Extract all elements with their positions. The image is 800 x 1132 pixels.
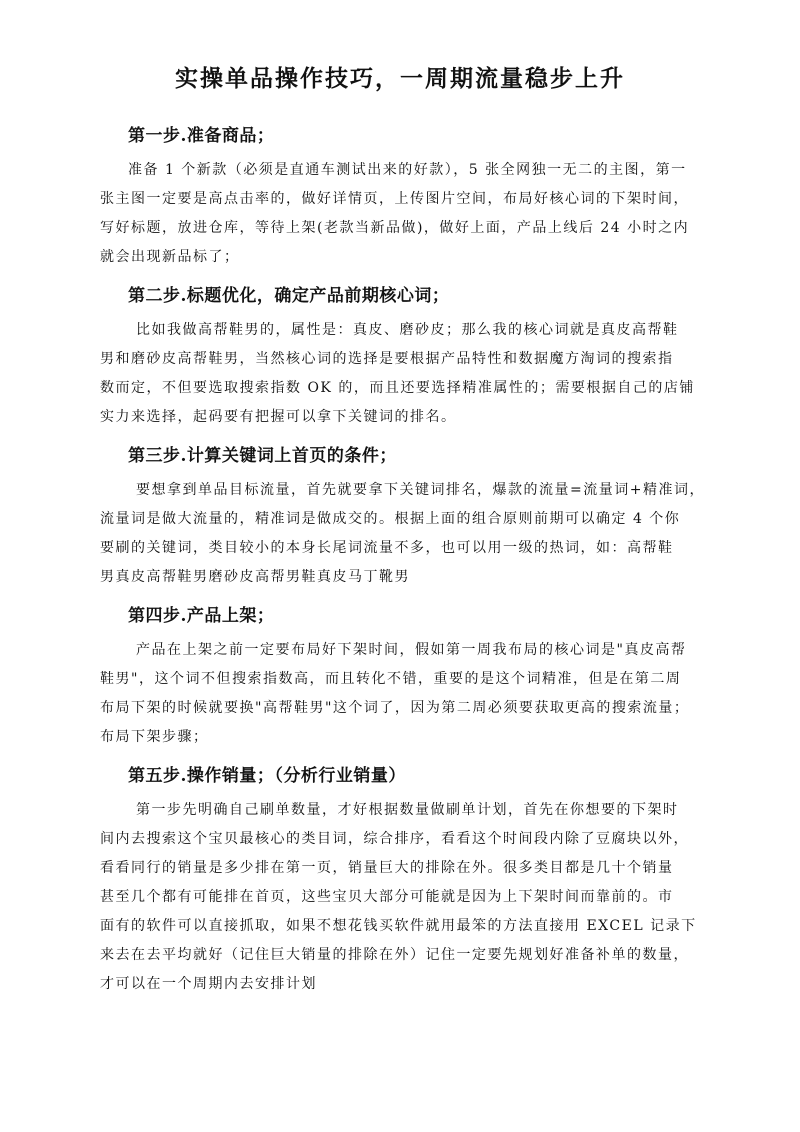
paragraph-line: 准备 1 个新款（必须是直通车测试出来的好款），5 张全网独一无二的主图，第一 bbox=[128, 162, 687, 178]
section-1 bbox=[100, 122, 710, 272]
paragraph-line: 数而定，不但要选取搜索指数 OK 的，而且还要选择精准属性的；需要根据自己的店铺 bbox=[100, 380, 695, 396]
document-title: 实操单品操作技巧，一周期流量稳步上升 bbox=[175, 65, 625, 92]
paragraph-line: 间内去搜索这个宝贝最核心的类目词，综合排序，看看这个时间段内除了豆腐块以外， bbox=[100, 831, 689, 847]
paragraph-line: 流量词是做大流量的，精准词是做成交的。根据上面的组合原则前期可以确定 4 个你 bbox=[100, 511, 681, 527]
section-heading: 第一步.准备商品； bbox=[128, 126, 275, 146]
paragraph-line: 男和磨砂皮高帮鞋男，当然核心词的选择是要根据产品特性和数据魔方淘词的搜索指 bbox=[100, 351, 674, 367]
section-4 bbox=[100, 602, 710, 752]
paragraph-line: 甚至几个都有可能排在首页，这些宝贝大部分可能就是因为上下架时间而靠前的。市 bbox=[100, 889, 674, 905]
section-paragraph bbox=[100, 156, 710, 272]
paragraph-line: 比如我做高帮鞋男的，属性是：真皮、磨砂皮；那么我的核心词就是真皮高帮鞋 bbox=[136, 322, 679, 338]
section-3 bbox=[100, 442, 710, 592]
section-heading: 第五步.操作销量；（分析行业销量） bbox=[128, 766, 406, 786]
paragraph-line: 才可以在一个周期内去安排计划 bbox=[100, 976, 317, 992]
section-heading: 第四步.产品上架； bbox=[128, 606, 275, 626]
section-2 bbox=[100, 282, 710, 432]
paragraph-line: 布局下架的时候就要换"高帮鞋男"这个词了，因为第二周必须要获取更高的搜索流量； bbox=[100, 700, 690, 716]
paragraph-line: 要想拿到单品目标流量，首先就要拿下关键词排名，爆款的流量=流量词+精准词， bbox=[136, 482, 705, 498]
paragraph-line: 男真皮高帮鞋男磨砂皮高帮男鞋真皮马丁靴男 bbox=[100, 569, 410, 585]
section-heading: 第二步.标题优化，确定产品前期核心词； bbox=[128, 286, 450, 306]
paragraph-line: 看看同行的销量是多少排在第一页，销量巨大的排除在外。很多类目都是几十个销量 bbox=[100, 860, 674, 876]
paragraph-line: 张主图一定要是高点击率的，做好详情页，上传图片空间，布局好核心词的下架时间， bbox=[100, 191, 689, 207]
paragraph-line: 就会出现新品标了； bbox=[100, 249, 240, 265]
section-paragraph bbox=[100, 796, 710, 999]
paragraph-line: 要刷的关键词，类目较小的本身长尾词流量不多，也可以用一级的热词，如：高帮鞋 bbox=[100, 540, 674, 556]
paragraph-line: 产品在上架之前一定要布局好下架时间，假如第一周我布局的核心词是"真皮高帮 bbox=[136, 642, 687, 658]
paragraph-line: 面有的软件可以直接抓取，如果不想花钱买软件就用最笨的方法直接用 EXCEL 记录下 bbox=[100, 918, 697, 934]
paragraph-line: 来去在去平均就好（记住巨大销量的排除在外）记住一定要先规划好准备补单的数量， bbox=[100, 947, 689, 963]
section-paragraph bbox=[100, 636, 710, 752]
section-5 bbox=[100, 762, 710, 999]
section-paragraph bbox=[100, 316, 710, 432]
paragraph-line: 写好标题，放进仓库，等待上架(老款当新品做)，做好上面，产品上线后 24 小时之内 bbox=[100, 220, 690, 236]
section-heading: 第三步.计算关键词上首页的条件； bbox=[128, 446, 397, 466]
paragraph-line: 实力来选择，起码要有把握可以拿下关键词的排名。 bbox=[100, 409, 457, 425]
paragraph-line: 布局下架步骤； bbox=[100, 729, 209, 745]
paragraph-line: 鞋男"，这个词不但搜索指数高，而且转化不错，重要的是这个词精准，但是在第二周 bbox=[100, 671, 682, 687]
paragraph-line: 第一步先明确自己刷单数量，才好根据数量做刷单计划，首先在你想要的下架时 bbox=[136, 802, 679, 818]
section-paragraph bbox=[100, 476, 710, 592]
